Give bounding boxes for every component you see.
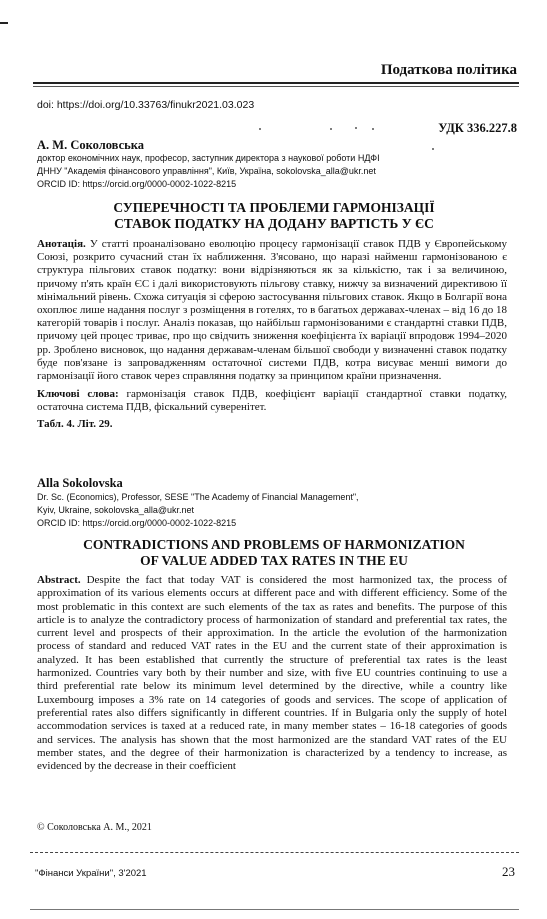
title-line: CONTRADICTIONS AND PROBLEMS OF HARMONIZATION bbox=[83, 537, 465, 552]
abstract-en bbox=[37, 574, 507, 773]
affiliation-line: доктор економічних наук, професор, заступник директора з наукової роботи НДФІ bbox=[37, 153, 380, 163]
header-rule-thin bbox=[33, 86, 519, 87]
scan-speck bbox=[259, 128, 261, 130]
section-header-title: Податкова політика bbox=[380, 62, 517, 78]
article-title-ua bbox=[37, 200, 511, 232]
abstract-block-en bbox=[37, 574, 507, 773]
copyright-notice: © Соколовська А. М., 2021 bbox=[37, 822, 152, 833]
affiliation-line: Kyiv, Ukraine, sokolovska_alla@ukr.net bbox=[37, 505, 195, 515]
keywords-label: Ключові слова: bbox=[37, 388, 119, 401]
bottom-rule bbox=[30, 909, 519, 910]
abstract-text: У статті проаналізовано еволюцію процесу гармонізації ставок ПДВ у Європейському Союзі, розкрито сучасний стан їх наближення. З'ясовано, що наразі найменш гармонізованою є структура пільгових ставок податку: вони відрізняються як за кількістю, так і за величиною, причому п'ять країн ЄС і далі використовують пільгову ставку, нижчу за визначений директивою її мінімальний рівень. Схожа ситуація зі сферою застосування пільгових ставок. Якщо в Болгарії вона охоплює лише надання послуг з розміщення в готелях, то в багатьох державах-членах – від 16 до 18 категорій товарів і послуг. Аналіз показав, що найбільш гармонізованими є стандартні ставки ПДВ, причому цей процес триває, про що свідчить зниження коефіцієнта їх варіації впродовж 1994–2020 рр. Зроблено висновок, що надання державам-членам більшої свободи у визначенні ставок податку буде пов'язане із запровадженням остаточної системи ПДВ, котра висуває менші вимоги до гармонізації його ставок через справляння податку за принципом країни призначення. bbox=[37, 238, 507, 383]
header-rule bbox=[33, 82, 519, 84]
keywords-ua bbox=[37, 388, 507, 414]
abstract-label: Abstract. bbox=[37, 574, 81, 586]
abstract-text: Despite the fact that today VAT is considered the most harmonized tax, the process of approximation of its various elements occurs at different pace and with different efficiency. Some of the most problematic in this context are such elements of the tax as rates and benefits. The purpose of this article is to analyze the contradictory process of harmonization of standard and preferential tax rates, the current level and prospects of their approximation. In the article the evolution of the harmonization process of standard and reduced VAT rates in the EU and the current state of their approximation is analyzed. It has been established that currently the structure of preferential tax rates is the least harmonized. Countries vary both by their number and size, with five EU countries continuing to use a third preferential rate below its minimum level determined by the directive, while a country like Luxembourg imposes a 3% rate on 14 categories of goods and services. The scope of application of preferential rates also differs significantly in different countries. If in Bulgaria only the supply of hotel accommodation services is taxed at a reduced rate, in many member states – 16-18 categories of goods and services. The analysis has shown that the most harmonized are the standard VAT rates of the EU member states, and the degree of their harmonization is characterized by a tendency to increase, as evidenced by the decrease in their coefficient bbox=[37, 574, 508, 773]
abstract-label: Анотація. bbox=[37, 238, 86, 250]
author-name-ua: А. М. Соколовська bbox=[37, 138, 145, 152]
title-line: СТАВОК ПОДАТКУ НА ДОДАНУ ВАРТІСТЬ У ЄС bbox=[114, 216, 434, 231]
scan-speck bbox=[372, 128, 374, 130]
footer-journal-name: "Фінанси України", 3'2021 bbox=[35, 868, 147, 879]
scan-speck bbox=[432, 148, 434, 150]
udc-code: УДК 336.227.8 bbox=[438, 121, 517, 135]
author-name-en: Alla Sokolovska bbox=[37, 476, 123, 490]
keywords-text: гармонізація ставок ПДВ, коефіцієнт варіації стандартної ставки податку, остаточна система ПДВ, фіскальний суверенітет. bbox=[37, 388, 507, 414]
doi-link[interactable]: doi: https://doi.org/10.33763/finukr2021.03.023 bbox=[37, 99, 255, 111]
affiliation-line: Dr. Sc. (Economics), Professor, SESE "The Academy of Financial Management", bbox=[37, 492, 359, 502]
references-count-ua: Табл. 4. Літ. 29. bbox=[37, 417, 113, 430]
scan-speck bbox=[330, 128, 332, 130]
abstract-block-ua bbox=[37, 238, 507, 431]
author-affiliation-en bbox=[37, 491, 507, 530]
title-line: СУПЕРЕЧНОСТІ ТА ПРОБЛЕМИ ГАРМОНІЗАЦІЇ bbox=[113, 200, 435, 215]
title-line: OF VALUE ADDED TAX RATES IN THE EU bbox=[140, 553, 408, 568]
orcid-link[interactable]: ORCID ID: https://orcid.org/0000-0002-1022-8215 bbox=[37, 179, 237, 189]
article-title-en bbox=[37, 537, 511, 569]
orcid-link[interactable]: ORCID ID: https://orcid.org/0000-0002-1022-8215 bbox=[37, 518, 237, 528]
page-number: 23 bbox=[502, 864, 515, 879]
page-edge-mark bbox=[0, 22, 8, 24]
footer-rule bbox=[30, 852, 519, 853]
scan-speck bbox=[355, 127, 357, 129]
author-affiliation-ua bbox=[37, 152, 507, 191]
affiliation-line: ДННУ "Академія фінансового управління", Київ, Україна, sokolovska_alla@ukr.net bbox=[37, 166, 376, 176]
abstract-ua bbox=[37, 238, 507, 383]
